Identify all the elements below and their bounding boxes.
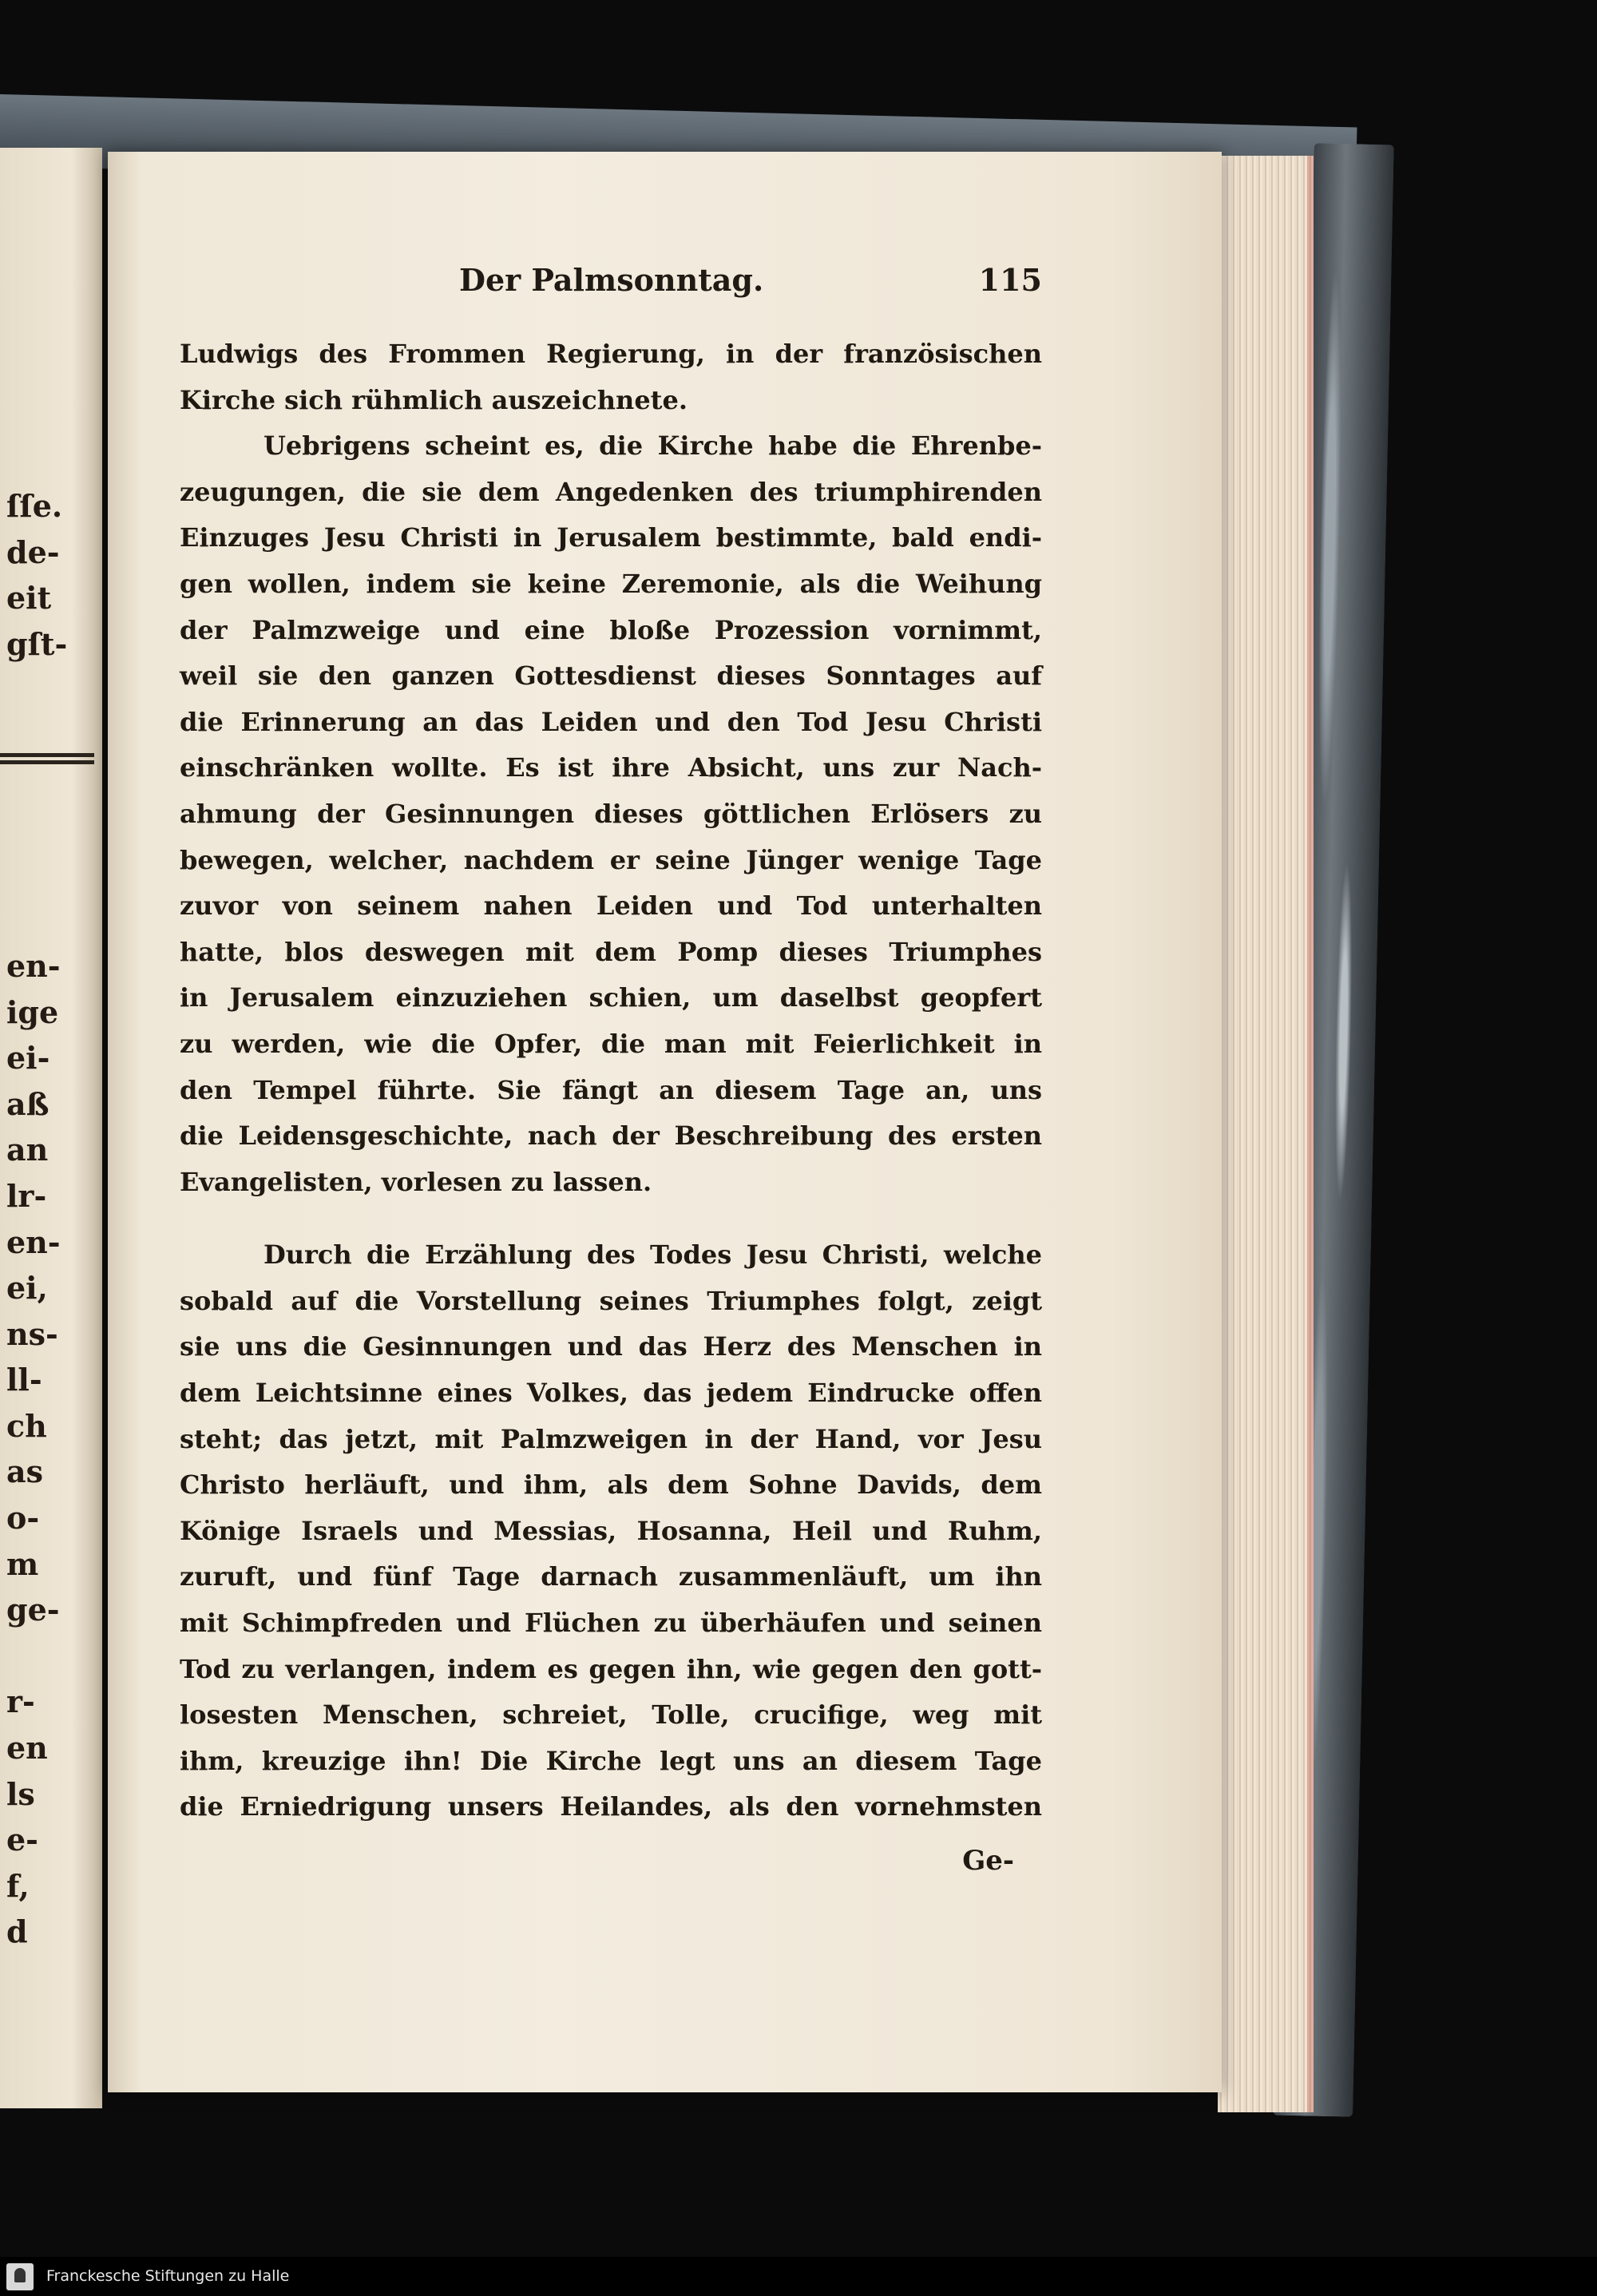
text-line: die Erinnerung an das Leiden und den Tod Jesu Christi	[180, 706, 1042, 737]
text-line: in Jerusalem einzuziehen schien, um daselbst geopfert	[180, 982, 1042, 1013]
left-line-fragment: en-	[6, 1223, 61, 1260]
left-line-fragment: m	[6, 1545, 39, 1582]
text-line: zeugungen, die sie dem Angedenken des triumphirenden	[180, 476, 1042, 507]
text-line: Durch die Erzählung des Todes Jesu Christi, welche	[264, 1239, 1042, 1271]
text-line: Uebrigens scheint es, die Kirche habe die Ehrenbe-	[264, 430, 1042, 462]
left-line-fragment: e-	[6, 1822, 38, 1858]
text-line: die Erniedrigung unsers Heilandes, als den vornehmsten	[180, 1791, 1042, 1822]
text-line: mit Schimpfreden und Flüchen zu überhäufen und seinen	[180, 1608, 1042, 1639]
text-line: Einzuges Jesu Christi in Jerusalem bestimmte, bald endi-	[180, 522, 1042, 553]
left-line-fragment: en	[6, 1730, 48, 1767]
text-line: zuvor von seinem nahen Leiden und Tod unterhalten	[180, 890, 1042, 922]
left-page-line-ends	[6, 483, 98, 1955]
left-line-fragment: aß	[6, 1085, 50, 1122]
body-text	[180, 331, 1042, 1830]
catchword: Ge-	[962, 1845, 1014, 1877]
text-line: hatte, blos deswegen mit dem Pomp dieses Triumphes	[180, 936, 1042, 967]
left-line-fragment: eit	[6, 580, 52, 617]
text-line: Christo herläuft, und ihm, als dem Sohne Davids, dem	[180, 1469, 1042, 1501]
text-line: sobald auf die Vorstellung seines Triumphes folgt, zeigt	[180, 1285, 1042, 1316]
left-line-fragment: ll-	[6, 1362, 42, 1398]
left-line-fragment	[6, 667, 98, 713]
left-line-fragment	[6, 759, 98, 806]
left-line-fragment: gſt-	[6, 625, 68, 662]
text-line: sie uns die Gesinnungen und das Herz des Menschen in	[180, 1331, 1042, 1362]
left-line-fragment: ſſe.	[6, 488, 63, 524]
left-line-fragment	[6, 851, 98, 898]
left-line-fragment: ige	[6, 993, 59, 1030]
left-line-fragment: ei-	[6, 1040, 50, 1077]
left-line-fragment: r-	[6, 1683, 35, 1720]
left-line-fragment: ch	[6, 1407, 47, 1444]
text-line: gen wollen, indem sie keine Zeremonie, als die Weihung	[180, 568, 1042, 599]
text-line: die Leidensgeschichte, nach der Beschreibung des ersten	[180, 1120, 1042, 1152]
left-line-fragment: lr-	[6, 1177, 47, 1214]
paragraph-gap	[180, 1205, 1042, 1232]
left-line-fragment	[6, 897, 98, 943]
text-line: bewegen, welcher, nachdem er seine Jünger wenige Tage	[180, 844, 1042, 875]
text-line: den Tempel führte. Sie fängt an diesem Tage an, uns	[180, 1074, 1042, 1105]
text-line: ahmung der Gesinnungen dieses göttlichen Erlösers zu	[180, 798, 1042, 829]
text-line: Evangelisten, vorlesen zu lassen.	[180, 1166, 652, 1197]
left-line-fragment	[6, 1633, 98, 1679]
left-line-fragment: f,	[6, 1867, 30, 1904]
text-line: Tod zu verlangen, indem es gegen ihn, wie gegen den gott-	[180, 1653, 1042, 1684]
left-line-fragment: ns-	[6, 1315, 58, 1352]
left-line-fragment: o-	[6, 1500, 40, 1537]
text-line: zuruft, und fünf Tage darnach zusammenläuft, um ihn	[180, 1561, 1042, 1592]
page-number: 115	[978, 262, 1042, 298]
left-line-fragment	[6, 713, 98, 759]
page-block-edge	[1218, 156, 1314, 2112]
text-line: weil sie den ganzen Gottesdienst dieses Sonntages auf	[180, 660, 1042, 692]
text-line: steht; das jetzt, mit Palmzweigen in der Hand, vor Jesu	[180, 1423, 1042, 1454]
left-line-fragment: de-	[6, 533, 60, 570]
text-line: der Palmzweige und eine bloße Prozession vornimmt,	[180, 614, 1042, 645]
text-line: Ludwigs des Frommen Regierung, in der französischen	[180, 339, 1042, 369]
left-line-fragment: an	[6, 1132, 49, 1168]
left-line-fragment: as	[6, 1453, 44, 1490]
left-line-fragment: ge-	[6, 1592, 60, 1628]
text-line: einschränken wollte. Es ist ihre Absicht, uns zur Nach-	[180, 752, 1042, 783]
left-line-fragment: d	[6, 1913, 28, 1950]
text-line: zu werden, wie die Opfer, die man mit Feierlichkeit in	[180, 1028, 1042, 1059]
text-line: Kirche sich rühmlich auszeichnete.	[180, 384, 688, 415]
left-line-fragment: ei,	[6, 1270, 48, 1307]
left-line-fragment: ls	[6, 1775, 35, 1812]
left-line-fragment	[6, 805, 98, 851]
text-line: Könige Israels und Messias, Hosanna, Heil und Ruhm,	[180, 1515, 1042, 1546]
left-line-fragment: en-	[6, 947, 61, 984]
text-line: dem Leichtsinne eines Volkes, das jedem Eindrucke offen	[180, 1378, 1042, 1409]
footer-credit: Franckesche Stiftungen zu Halle	[46, 2267, 290, 2285]
text-line: losesten Menschen, schreiet, Tolle, crucifige, weg mit	[180, 1699, 1042, 1731]
running-title: Der Palmsonntag.	[459, 262, 764, 298]
foundation-logo-icon	[6, 2263, 34, 2290]
footer-bar	[0, 2257, 1597, 2296]
left-page-fragment	[0, 148, 102, 2108]
text-line: ihm, kreuzige ihn! Die Kirche legt uns an diesem Tage	[180, 1745, 1042, 1776]
running-head	[459, 262, 1042, 303]
